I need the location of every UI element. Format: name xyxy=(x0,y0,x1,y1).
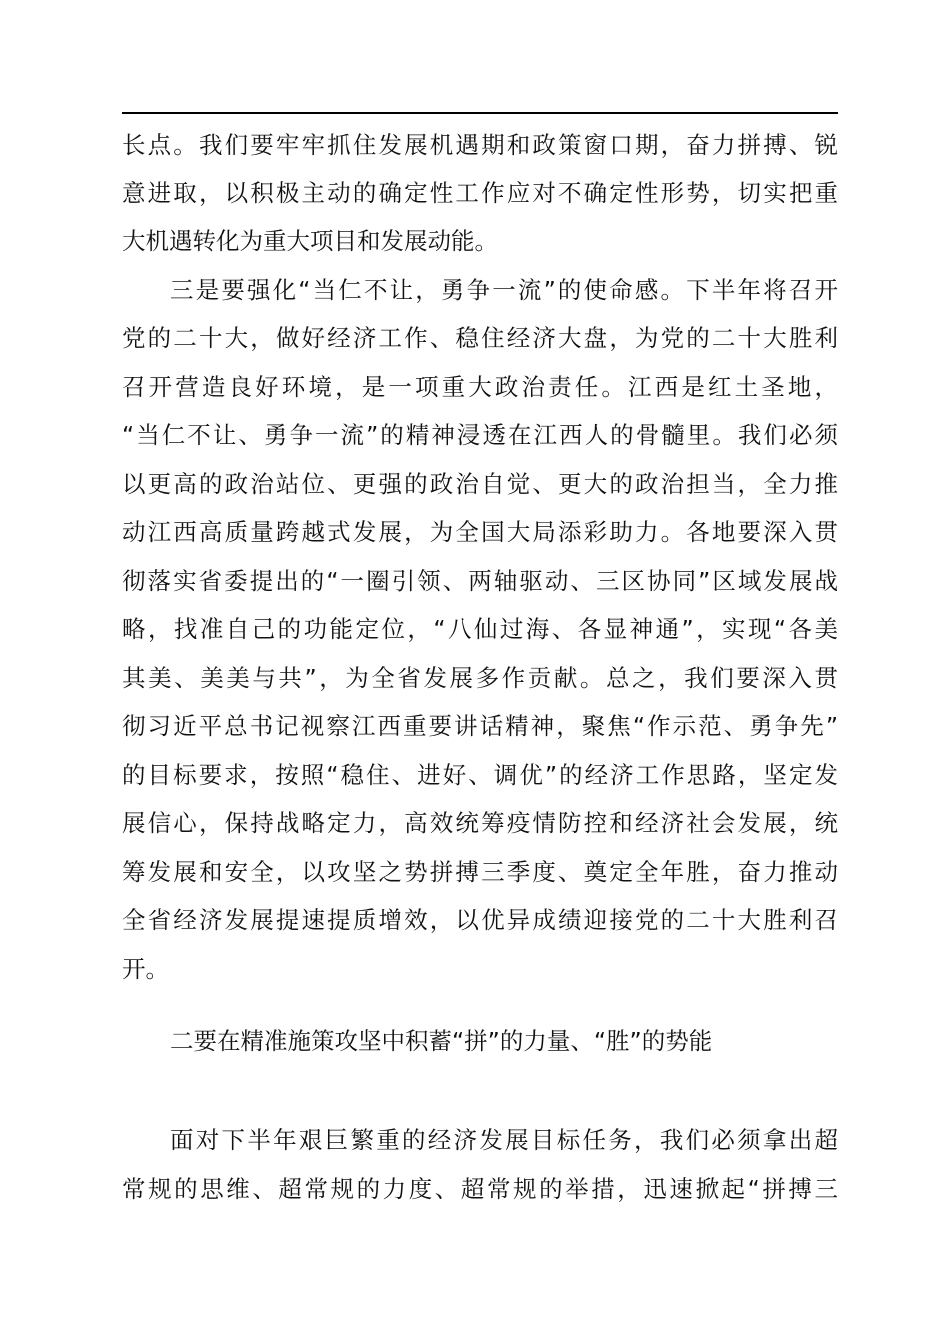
text-line-7: “当仁不让、勇争一流”的精神浸透在江西人的骨髓里。我们必须 xyxy=(122,421,838,449)
text-line-14: 的目标要求，按照“稳住、进好、调优”的经济工作思路，坚定发 xyxy=(122,761,838,789)
text-line-4: 三是要强化“当仁不让，勇争一流”的使命感。下半年将召开 xyxy=(170,276,838,304)
text-line-8: 以更高的政治站位、更强的政治自觉、更大的政治担当，全力推 xyxy=(122,470,838,498)
text-line-11: 略，找准自己的功能定位，“八仙过海、各显神通”，实现“各美 xyxy=(122,615,838,643)
text-line-3: 大机遇转化为重大项目和发展动能。 xyxy=(122,227,498,255)
text-line-18: 开。 xyxy=(122,955,169,983)
text-line-19: 面对下半年艰巨繁重的经济发展目标任务，我们必须拿出超 xyxy=(170,1126,838,1154)
text-line-10: 彻落实省委提出的“一圈引领、两轴驱动、三区协同”区域发展战 xyxy=(122,567,838,595)
text-line-1: 长点。我们要牢牢抓住发展机遇期和政策窗口期，奋力拼搏、锐 xyxy=(122,131,838,159)
text-line-12: 其美、美美与共”，为全省发展多作贡献。总之，我们要深入贯 xyxy=(122,664,838,692)
text-line-16: 筹发展和安全，以攻坚之势拼搏三季度、奠定全年胜，奋力推动 xyxy=(122,858,838,886)
text-line-13: 彻习近平总书记视察江西重要讲话精神，聚焦“作示范、勇争先” xyxy=(122,712,838,740)
text-line-20: 常规的思维、超常规的力度、超常规的举措，迅速掀起“拼搏三 xyxy=(122,1175,838,1203)
section-heading: 二要在精准施策攻坚中积蓄“拼”的力量、“胜”的势能 xyxy=(170,1027,713,1055)
text-line-6: 召开营造良好环境，是一项重大政治责任。江西是红土圣地， xyxy=(122,373,838,401)
header-rule xyxy=(122,112,838,114)
text-line-2: 意进取，以积极主动的确定性工作应对不确定性形势，切实把重 xyxy=(122,179,838,207)
text-line-9: 动江西高质量跨越式发展，为全国大局添彩助力。各地要深入贯 xyxy=(122,518,838,546)
text-line-5: 党的二十大，做好经济工作、稳住经济大盘，为党的二十大胜利 xyxy=(122,324,838,352)
text-line-17: 全省经济发展提速提质增效，以优异成绩迎接党的二十大胜利召 xyxy=(122,906,838,934)
text-line-15: 展信心，保持战略定力，高效统筹疫情防控和经济社会发展，统 xyxy=(122,809,838,837)
